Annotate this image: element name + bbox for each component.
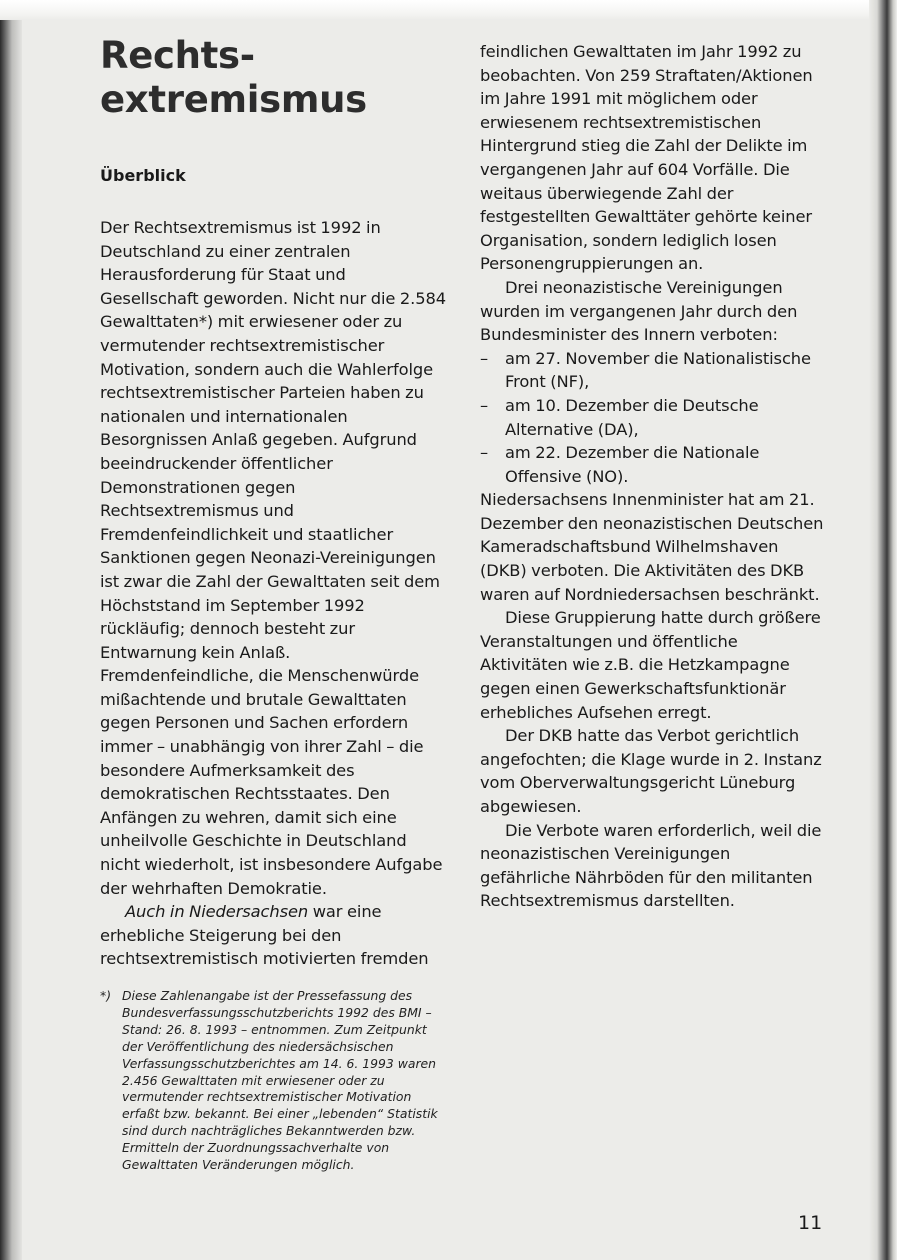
right-body <box>480 40 825 913</box>
left-column <box>100 34 446 971</box>
page-number: 11 <box>798 1212 823 1234</box>
list-item-text: am 22. Dezember die Nationale Offensive (NO). <box>505 443 760 486</box>
ban-list <box>480 347 825 489</box>
section-heading: Überblick <box>100 166 186 185</box>
right-paragraph-1: feindlichen Gewalttaten im Jahr 1992 zu beobachten. Von 259 Straftaten/Aktionen im Jahre 1991 mit möglichem oder erwiesenem rechtsextremistischen Hintergrund stieg die Zahl der Delikte im vergangenen Jahr auf 604 Vorfälle. Die weitaus überwiegende Zahl der festgestellten Gewalttäter gehörte keiner Organisation, sondern lediglich losen Personengruppierungen an. <box>480 42 813 274</box>
right-paragraph-3: Niedersachsens Innenminister hat am 21. Dezember den neonazistischen Deutschen Kameradschaftsbund Wilhelmshaven (DKB) verboten. Die Aktivitäten des DKB waren auf Nordniedersachsen beschränkt. <box>480 490 824 604</box>
right-column <box>480 40 825 913</box>
list-item <box>480 347 825 394</box>
list-item <box>480 441 825 488</box>
left-paragraph-2-italic: Auch in Niedersachsen <box>125 902 309 922</box>
left-body <box>100 216 446 971</box>
left-paragraph-2-rest: war eine erhebliche Steigerung bei den rechtsextremistisch motivierten fremden <box>100 902 429 969</box>
footnote-mark: *) <box>100 988 112 1003</box>
list-dash: – <box>480 443 489 463</box>
scan-edge-top <box>0 0 897 20</box>
list-item-text: am 27. November die Nationalistische Front (NF), <box>505 348 811 392</box>
list-item <box>480 394 825 441</box>
scan-edge-left <box>0 20 22 1260</box>
title-line-2: extremismus <box>100 78 367 121</box>
right-paragraph-6: Die Verbote waren erforderlich, weil die neonazistischen Vereinigungen gefährliche Nährböden für den militanten Rechtsextremismus darstellten. <box>480 820 822 911</box>
list-item-text: am 10. Dezember die Deutsche Alternative (DA), <box>505 395 759 439</box>
left-paragraph-1: Der Rechtsextremismus ist 1992 in Deutschland zu einer zentralen Herausforderung für Staat und Gesellschaft geworden. Nicht nur die 2.584 Gewalttaten*) mit erwiesener oder zu vermutender rechtsextremistischer Motivation, sondern auch die Wahlerfolge rechtsextremistischer Parteien haben zu nationalen und internationalen Besorgnissen Anlaß gegeben. Aufgrund beeindruckender öffentlicher Demonstrationen gegen Rechtsextremismus und Fremdenfeindlichkeit und staatlicher Sanktionen gegen Neonazi-Vereinigungen ist zwar die Zahl der Gewalttaten seit dem Höchststand im September 1992 rückläufig; dennoch besteht zur Entwarnung kein Anlaß. Fremdenfeindliche, die Menschenwürde mißachtende und brutale Gewalttaten gegen Personen und Sachen erfordern immer – unabhängig von ihrer Zahl – die besondere Aufmerksamkeit des demokratischen Rechtsstaates. Den Anfängen zu wehren, damit sich eine unheilvolle Geschichte in Deutschland nicht wiederholt, ist insbesondere Aufgabe der wehrhaften Demokratie. <box>100 218 446 898</box>
title-line-1: Rechts- <box>100 34 255 77</box>
list-dash: – <box>480 348 489 368</box>
footnote-text: Diese Zahlenangabe ist der Pressefassung des Bundesverfassungsschutzberichts 1992 des BMI – Stand: 26. 8. 1993 – entnommen. Zum Zeitpunkt der Veröffentlichung des niedersächsischen Verfassungsschutzberichtes am 14. 6. 1993 waren 2.456 Gewalttaten mit erwiesener oder zu vermutender rechtsextremistischer Motivation erfaßt bzw. bekannt. Bei einer „lebenden“ Statistik sind durch nachträgliches Bekanntwerden bzw. Ermitteln der Zuordnungssachverhalte von Gewalttaten Veränderungen möglich. <box>122 988 438 1173</box>
list-dash: – <box>480 395 489 415</box>
page-title <box>100 34 446 122</box>
right-paragraph-4: Diese Gruppierung hatte durch größere Veranstaltungen und öffentliche Aktivitäten wie z.B. die Hetzkampagne gegen einen Gewerkschaftsfunktionär erhebliches Aufsehen erregt. <box>480 608 821 722</box>
scan-edge-right <box>869 0 897 1260</box>
footnote <box>100 988 440 1174</box>
right-paragraph-2: Drei neonazistische Vereinigungen wurden im vergangenen Jahr durch den Bundesminister des Innern verboten: <box>480 277 798 345</box>
left-paragraph-2 <box>100 900 446 971</box>
right-paragraph-5: Der DKB hatte das Verbot gerichtlich angefochten; die Klage wurde in 2. Instanz vom Oberverwaltungsgericht Lüneburg abgewiesen. <box>480 726 822 816</box>
